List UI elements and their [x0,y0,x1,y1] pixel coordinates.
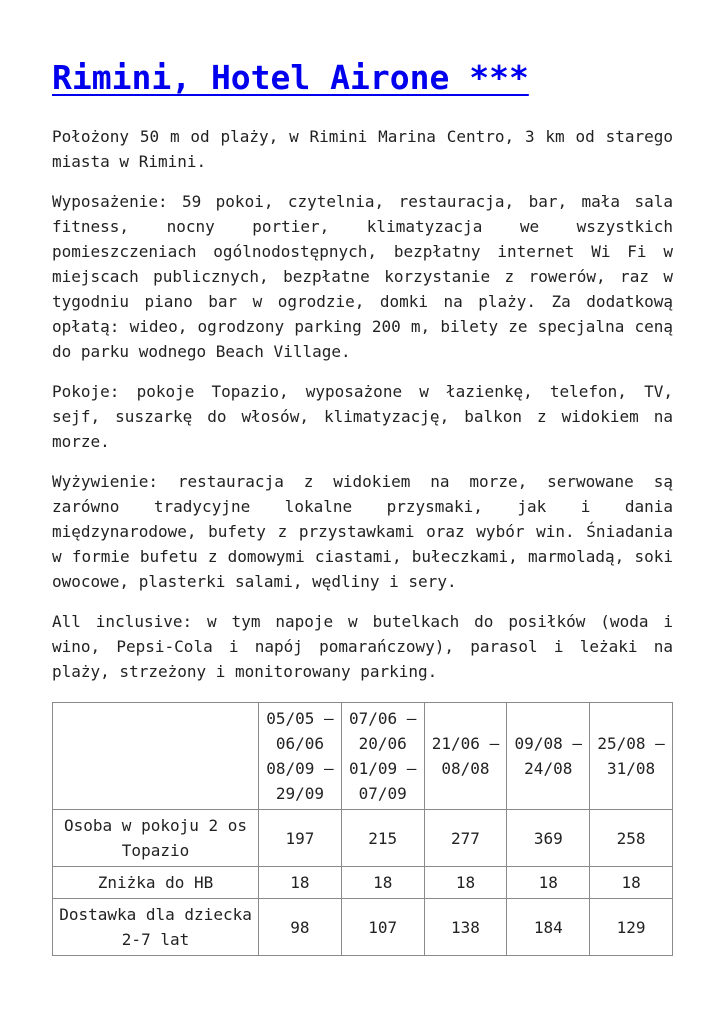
paragraph-all-inclusive: All inclusive: w tym napoje w butelkach do posiłków (woda i wino, Pepsi-Cola i napój pomarańczowy), parasol i leżaki na plaży, strzeżony i monitorowany parking. [52,612,673,681]
table-row-label: Zniżka do HB [53,867,259,899]
page-title [52,56,673,100]
table-header-cell: 09/08 – 24/08 [507,703,590,810]
table-header-cell: 07/06 – 20/06 01/09 – 07/09 [341,703,424,810]
table-corner-cell [53,703,259,810]
table-cell: 197 [259,810,342,867]
table-cell: 277 [424,810,507,867]
table-cell: 184 [507,899,590,956]
price-table [52,702,673,956]
title-link[interactable]: Rimini, Hotel Airone *** [52,58,529,97]
paragraph-amenities: Wyposażenie: 59 pokoi, czytelnia, restauracja, bar, mała sala fitness, nocny portier, klimatyzacja we wszystkich pomieszczeniach ogólnodostępnych, bezpłatny internet Wi Fi w miejscach publicznych, bezpłatne korzystanie z rowerów, raz w tygodniu piano bar w ogrodzie, domki na plaży. Za dodatkową opłatą: wideo, ogrodzony parking 200 m, bilety ze specjalna ceną do parku wodnego Beach Village. [52,192,673,361]
table-cell: 18 [507,867,590,899]
table-header-cell: 25/08 – 31/08 [590,703,673,810]
table-cell: 18 [259,867,342,899]
table-row [53,867,673,899]
table-cell: 258 [590,810,673,867]
table-header-row [53,703,673,810]
table-header-cell: 21/06 – 08/08 [424,703,507,810]
table-row-label: Dostawka dla dziecka 2-7 lat [53,899,259,956]
table-cell: 18 [424,867,507,899]
table-cell: 98 [259,899,342,956]
table-cell: 18 [590,867,673,899]
table-cell: 18 [341,867,424,899]
table-row [53,810,673,867]
table-cell: 369 [507,810,590,867]
table-cell: 138 [424,899,507,956]
table-row [53,899,673,956]
table-row-label: Osoba w pokoju 2 os Topazio [53,810,259,867]
table-cell: 107 [341,899,424,956]
table-header-cell: 05/05 – 06/06 08/09 – 29/09 [259,703,342,810]
paragraph-board: Wyżywienie: restauracja z widokiem na morze, serwowane są zarówno tradycyjne lokalne przysmaki, jak i dania międzynarodowe, bufety z przystawkami oraz wybór win. Śniadania w formie bufetu z domowymi ciastami, bułeczkami, marmoladą, soki owocowe, plasterki salami, wędliny i sery. [52,472,673,591]
paragraph-rooms: Pokoje: pokoje Topazio, wyposażone w łazienkę, telefon, TV, sejf, suszarkę do włosów, klimatyzację, balkon z widokiem na morze. [52,382,673,451]
table-cell: 215 [341,810,424,867]
table-cell: 129 [590,899,673,956]
paragraph-location: Położony 50 m od plaży, w Rimini Marina Centro, 3 km od starego miasta w Rimini. [52,127,673,171]
